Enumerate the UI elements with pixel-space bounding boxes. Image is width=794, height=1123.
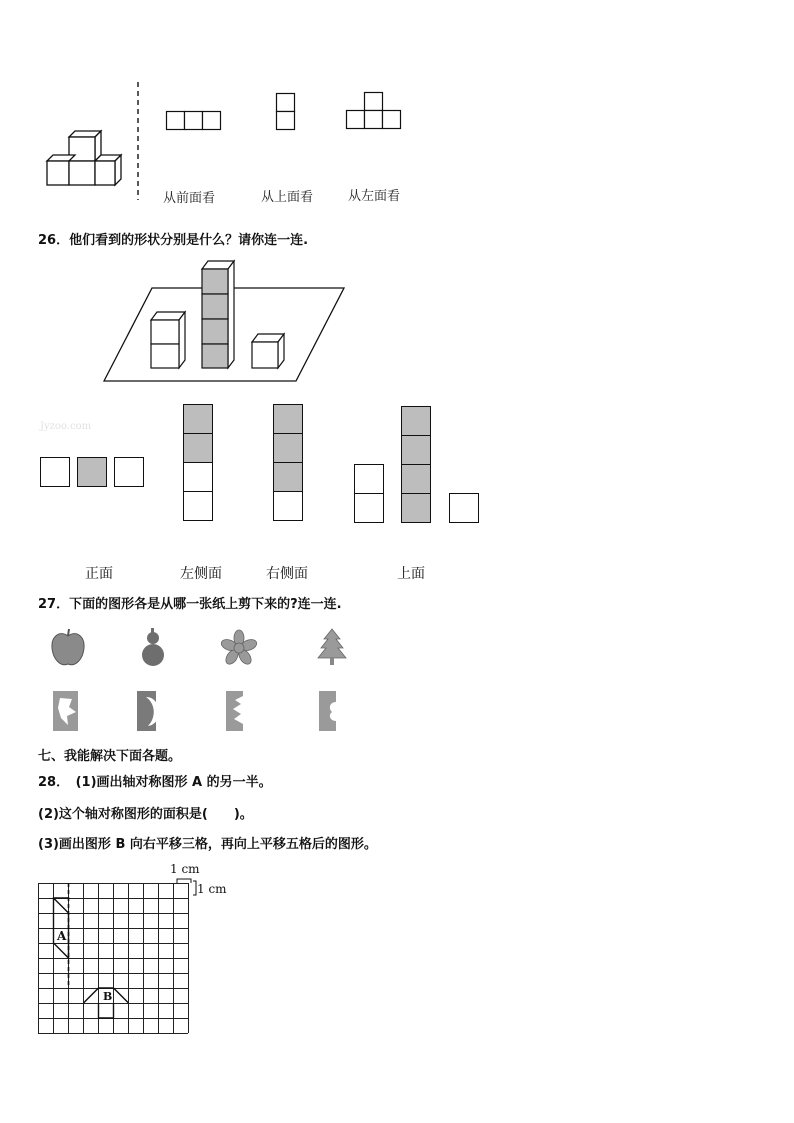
zigzag-paper-icon	[225, 690, 253, 732]
notch-paper-icon	[318, 690, 346, 732]
question-28-part1: 28． (1)画出轴对称图形 A 的另一半。	[38, 775, 272, 790]
dashed-divider	[136, 82, 140, 202]
shape-a-label: A	[57, 929, 67, 943]
view-left-square-2	[183, 433, 213, 463]
question-26: 26．他们看到的形状分别是什么？请你连一连.	[38, 233, 309, 248]
shape-b-label: B	[103, 990, 113, 1003]
left-view-figure	[346, 92, 402, 130]
tree-cutout-icon	[316, 628, 348, 666]
view-left-square-4	[183, 491, 213, 521]
view-right-square-4	[273, 491, 303, 521]
view-front-square-2	[77, 457, 107, 487]
view-top-square-4	[401, 435, 431, 465]
view-right-square-2	[273, 433, 303, 463]
section-7-title: 七、我能解决下面各题。	[38, 749, 182, 764]
flower-cutout-icon	[221, 630, 257, 664]
leaf-hole-paper-icon	[52, 690, 80, 732]
unit-height-label: 1 cm	[197, 882, 227, 896]
view-top-square-1	[354, 464, 384, 494]
view-left-square-1	[183, 404, 213, 434]
question-27: 27．下面的图形各是从哪一张纸上剪下来的?连一连.	[38, 597, 342, 612]
gourd-cutout-icon	[138, 628, 168, 668]
view-top-square-7	[449, 493, 479, 523]
view-top-square-2	[354, 493, 384, 523]
apple-cutout-icon	[50, 628, 86, 668]
caption-top-view: 从上面看	[261, 190, 314, 205]
view-top-square-5	[401, 464, 431, 494]
square-grid	[38, 883, 194, 1037]
caption-left-view: 从左面看	[348, 189, 401, 204]
view-right-square-3	[273, 462, 303, 492]
view-front-square-1	[40, 457, 70, 487]
moon-hole-paper-icon	[136, 690, 166, 732]
label-front: 正面	[85, 566, 113, 582]
question-28-part3: (3)画出图形 B 向右平移三格，再向上平移五格后的图形。	[38, 837, 377, 852]
front-view-figure	[166, 111, 222, 131]
cube-stack-figure	[40, 128, 130, 190]
view-front-square-3	[114, 457, 144, 487]
label-right-side: 右侧面	[266, 566, 308, 582]
caption-front-view: 从前面看	[163, 191, 216, 206]
view-left-square-3	[183, 462, 213, 492]
watermark: Jyzoo.com	[40, 421, 92, 432]
label-left-side: 左侧面	[180, 566, 222, 582]
view-top-square-6	[401, 493, 431, 523]
top-view-figure	[276, 93, 296, 131]
unit-width-label: 1 cm	[170, 862, 200, 876]
label-top: 上面	[397, 566, 425, 582]
view-top-square-3	[401, 406, 431, 436]
question-28-part2: (2)这个轴对称图形的面积是( )。	[38, 807, 253, 822]
scene-platform	[104, 260, 346, 384]
view-right-square-1	[273, 404, 303, 434]
